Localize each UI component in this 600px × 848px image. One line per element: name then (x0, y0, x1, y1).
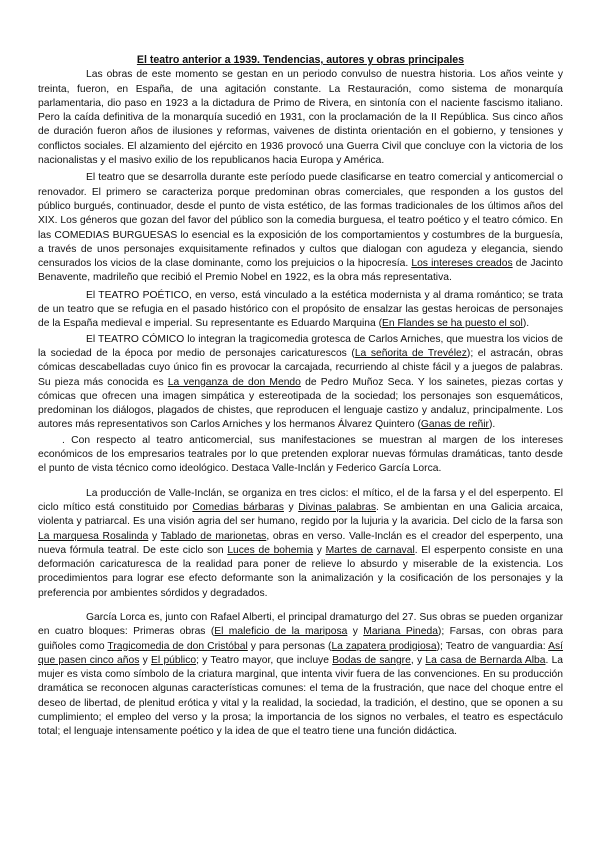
text-run: . La mujer es vista como símbolo de la criatura marginal, que intenta vivir fuera de las convenciones. En su producción dramática se reconocen algunas características comunes: el tema de la frustración, que nace del choque entre el deseo de libertad, de plenitud erótica y vital y la realidad, la sociedad, la tradición, el destino, que se oponen a su cumplimiento; el empleo del verso y la prosa; la importancia de los signos no verbales, el teatro es espectáculo total; el lenguaje intensamente poético y la idea de que el teatro tiene una función didáctica. (38, 654, 564, 738)
text-run: y (313, 544, 326, 556)
paragraph-garcia-lorca (38, 611, 563, 740)
paragraph-poetic-theatre (38, 289, 563, 332)
text-run: . El esperpento consiste en una deformación caricaturesca de la realidad para poner de relieve lo absurdo y miserable de la existencia. Los procedimientos para lograr ese efecto deformante son la animalización y la cosificación de los personajes y la preferencia por ambientes sórdidos y degradados. (38, 544, 563, 599)
work-title: Divinas palabras (298, 501, 376, 513)
paragraph-historical-context (38, 68, 563, 168)
text-run: , obras en verso. Valle-Inclán es el creador del esperpento, una nueva fórmula teatral. De este ciclo son (38, 530, 563, 556)
text-run: ). (489, 419, 496, 431)
text-run: ); Teatro de vanguardia: (436, 640, 549, 652)
work-title: El maleficio de la mariposa (214, 626, 348, 638)
text-run: y (139, 654, 152, 666)
work-title: En Flandes se ha puesto el sol (382, 318, 523, 330)
work-title: Bodas de sangre (332, 654, 411, 666)
paragraph-anticommercial-theatre (38, 434, 563, 477)
text-run: García Lorca es, junto con Rafael Alberti, el principal dramaturgo del 27. Sus obras se pueden organizar en cuatro bloques: Primeras obras ( (38, 611, 563, 638)
work-title: La casa de Bernarda Alba (425, 654, 546, 666)
work-title: Ganas de reñir (420, 419, 489, 431)
work-title: Tragicomedia de don Cristóbal (107, 640, 248, 652)
text-run: ). (522, 318, 530, 330)
text-run: El teatro que se desarrolla durante este período puede clasificarse en teatro comercial y anticomercial o renovador. El primero se caracteriza porque predominan obras comerciales, que responden a los gustos del público burgués, continuador, desde el punto de vista estético, de las formas tradicionales de los últimos años del XIX. Los géneros que gozan del favor del público son la comedia burguesa, el teatro poético y el teatro cómico. En las COMEDIAS BURGUESAS lo esencial es la exposición de los comportamientos y costumbres de la burguesía, a través de unos personajes exquisitamente refinados y cultos que dialogan con agudeza y elegancia, siendo censurados los vicios de la clase dominante, como los prejuicios o la hipocresía. (38, 172, 563, 270)
text-run: La producción de Valle-Inclán, se organiza en tres ciclos: el mítico, el de la farsa y el del esperpento. El ciclo mítico está constituido por (38, 487, 563, 513)
paragraph-commercial-theatre (38, 171, 563, 285)
paragraph-comic-theatre (38, 333, 563, 433)
work-title: La señorita de Trevélez (354, 347, 467, 359)
text-run: y (148, 530, 161, 542)
work-title: Luces de bohemia (227, 544, 314, 556)
text-run: ); Farsas, con obras para guiñoles como (38, 626, 564, 652)
work-title: Los intereses creados (411, 258, 513, 270)
text-run: ; y Teatro mayor, que incluye (196, 654, 333, 666)
work-title: Así que pasen cinco años (38, 640, 563, 666)
work-title: Martes de carnaval (325, 544, 415, 556)
text-run: El TEATRO CÓMICO lo integran la tragicomedia grotesca de Carlos Arniches, que muestra los vicios de la sociedad de la época por medio de personajes caricaturescos ( (38, 333, 563, 359)
text-run: de Jacinto Benavente, madrileño que recibió el Premio Nobel en 1922, es la obra más representativa. (38, 258, 563, 284)
work-title: Comedias bárbaras (192, 501, 284, 513)
work-title: La zapatera prodigiosa (331, 640, 437, 652)
work-title: Tablado de marionetas (160, 530, 267, 542)
work-title: El público (151, 654, 197, 666)
work-title: La venganza de don Mendo (167, 376, 301, 388)
text-run: . Se ambientan en una Galicia arcaica, violenta y patriarcal. Es una visión agria del ser humano, regido por la lujuria y la avaricia. Del ciclo de la farsa son (38, 501, 563, 528)
text-run: y (347, 626, 364, 638)
text-run: de Pedro Muñoz Seca. Y los sainetes, piezas cortas y cómicas que ofrecen una imagen simpática y estereotipada de la sociedad; los personajes son esquemáticos, predominan los diálogos, plagados de chistes, que reproducen el lenguaje castizo y andaluz, principalmente. Los autores más representativos son Carlos Arniches y los hermanos Álvarez Quintero ( (38, 376, 563, 431)
paragraph-valle-inclan (38, 487, 563, 601)
text-run: Las obras de este momento se gestan en un periodo convulso de nuestra historia. Los años veinte y treinta, fueron, en España, de una agitación constante. La Restauración, como sistema de monarquía parlamentaria, dio paso en 1923 a la dictadura de Primo de Rivera, en sintonía con el naciente fascismo italiano. Pero la caída definitiva de la monarquía sucedió en 1931, con la proclamación de la II República. Sus cinco años de duración fueron años de ilusiones y reformas, vaivenes de distinta orientación en el gobierno, y tensiones y conflictos sociales. El alzamiento del ejército en 1936 provocó una Guerra Civil que concluye con la victoria de los nacionalistas y el masivo exilio de los republicanos hacia Europa y América. (38, 69, 563, 167)
text-run: y para personas ( (247, 640, 332, 652)
work-title: La marquesa Rosalinda (38, 530, 149, 542)
work-title: Mariana Pineda (363, 626, 438, 638)
document-page (38, 53, 563, 743)
text-run: El TEATRO POÉTICO, en verso, está vinculado a la estética modernista y al drama romántico; se trata de un teatro que se refugia en el pasado histórico con el propósito de ensalzar las gestas heroicas de personajes de la España medieval e imperial. Su representante es Eduardo Marquina ( (38, 289, 563, 330)
text-run: y (283, 501, 299, 513)
page-title: El teatro anterior a 1939. Tendencias, autores y obras principales (136, 54, 465, 66)
text-run: , y (410, 654, 426, 666)
text-run: . Con respecto al teatro anticomercial, sus manifestaciones se muestran al margen de los intereses económicos de los empresarios teatrales por lo que pretenden explorar nuevas fórmulas dramáticas, tanto desde el punto de vista técnico como ideológico. Destaca Valle-Inclán y Federico García Lorca. (38, 434, 563, 475)
text-run: ); el astracán, obras cómicas descabelladas cuyo único fin es provocar la carcajada, recurriendo al chiste fácil y a juegos de palabras. Su pieza más conocida es (38, 347, 563, 388)
